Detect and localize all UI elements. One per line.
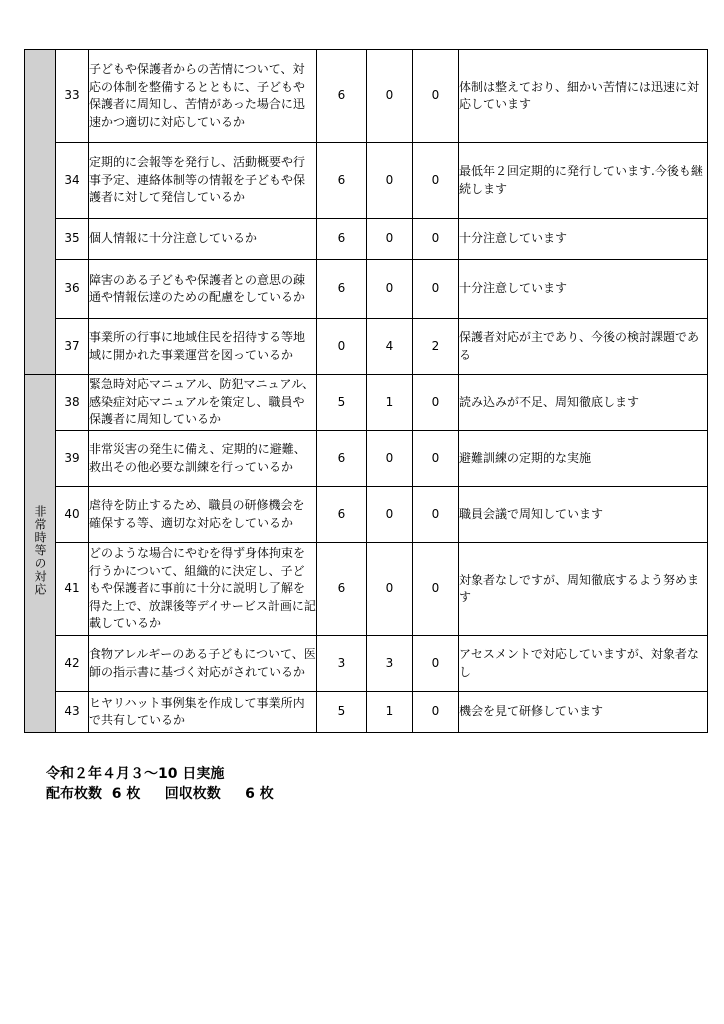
category-cell: [25, 375, 56, 733]
no-count: 0: [413, 50, 459, 143]
comment-text: 避難訓練の定期的な実施: [459, 431, 708, 487]
yes-count: 6: [317, 431, 367, 487]
question-text: どのような場合にやむを得ず身体拘束を行うかについて、組織的に決定し、子どもや保護者に事前に十分に説明し了解を得た上で、放課後等デイサービス計画に記載しているか: [89, 543, 317, 636]
question-text: ヒヤリハット事例集を作成して事業所内で共有しているか: [89, 692, 317, 733]
comment-text: 体制は整えており、細かい苦情には迅速に対応しています: [459, 50, 708, 143]
question-text: 定期的に会報等を発行し、活動概要や行事予定、連絡体制等の情報を子どもや保護者に対して発信しているか: [89, 143, 317, 219]
neither-count: 1: [367, 692, 413, 733]
question-text: 虐待を防止するため、職員の研修機会を確保する等、適切な対応をしているか: [89, 487, 317, 543]
item-number: 36: [56, 260, 89, 319]
no-count: 0: [413, 636, 459, 692]
item-number: 41: [56, 543, 89, 636]
table-row: [25, 219, 708, 260]
table-row: [25, 487, 708, 543]
yes-count: 5: [317, 375, 367, 431]
neither-count: 0: [367, 431, 413, 487]
table-row: [25, 636, 708, 692]
item-number: 33: [56, 50, 89, 143]
yes-count: 0: [317, 319, 367, 375]
neither-count: 0: [367, 487, 413, 543]
category-label: 非常時等の対応: [33, 505, 47, 597]
neither-count: 4: [367, 319, 413, 375]
yes-count: 6: [317, 487, 367, 543]
distribution-count-line: 配布枚数 6 枚 回収枚数 6 枚: [46, 786, 274, 802]
yes-count: 6: [317, 219, 367, 260]
neither-count: 0: [367, 219, 413, 260]
item-number: 42: [56, 636, 89, 692]
item-number: 38: [56, 375, 89, 431]
question-text: 緊急時対応マニュアル、防犯マニュアル、感染症対応マニュアルを策定し、職員や保護者に周知しているか: [89, 375, 317, 431]
item-number: 43: [56, 692, 89, 733]
no-count: 0: [413, 143, 459, 219]
table-row: [25, 692, 708, 733]
table-row: [25, 319, 708, 375]
comment-text: 十分注意しています: [459, 219, 708, 260]
table-row: [25, 543, 708, 636]
item-number: 37: [56, 319, 89, 375]
comment-text: アセスメントで対応していますが、対象者なし: [459, 636, 708, 692]
question-text: 個人情報に十分注意しているか: [89, 219, 317, 260]
item-number: 40: [56, 487, 89, 543]
question-text: 非常災害の発生に備え、定期的に避難、救出その他必要な訓練を行っているか: [89, 431, 317, 487]
survey-table: [24, 49, 708, 733]
question-text: 障害のある子どもや保護者との意思の疎通や情報伝達のための配慮をしているか: [89, 260, 317, 319]
yes-count: 3: [317, 636, 367, 692]
question-text: 子どもや保護者からの苦情について、対応の体制を整備するとともに、子どもや保護者に周知し、苦情があった場合に迅速かつ適切に対応しているか: [89, 50, 317, 143]
yes-count: 6: [317, 143, 367, 219]
neither-count: 0: [367, 143, 413, 219]
neither-count: 1: [367, 375, 413, 431]
no-count: 0: [413, 375, 459, 431]
no-count: 0: [413, 487, 459, 543]
yes-count: 6: [317, 50, 367, 143]
table-row: [25, 260, 708, 319]
table-row: [25, 375, 708, 431]
neither-count: 3: [367, 636, 413, 692]
yes-count: 6: [317, 543, 367, 636]
comment-text: 読み込みが不足、周知徹底します: [459, 375, 708, 431]
comment-text: 保護者対応が主であり、今後の検討課題である: [459, 319, 708, 375]
question-text: 食物アレルギーのある子どもについて、医師の指示書に基づく対応がされているか: [89, 636, 317, 692]
question-text: 事業所の行事に地域住民を招待する等地域に開かれた事業運営を図っているか: [89, 319, 317, 375]
table-row: [25, 431, 708, 487]
no-count: 0: [413, 692, 459, 733]
no-count: 0: [413, 219, 459, 260]
item-number: 35: [56, 219, 89, 260]
comment-text: 機会を見て研修しています: [459, 692, 708, 733]
item-number: 34: [56, 143, 89, 219]
comment-text: 職員会議で周知しています: [459, 487, 708, 543]
item-number: 39: [56, 431, 89, 487]
no-count: 2: [413, 319, 459, 375]
comment-text: 最低年２回定期的に発行しています.今後も継続します: [459, 143, 708, 219]
yes-count: 6: [317, 260, 367, 319]
no-count: 0: [413, 543, 459, 636]
comment-text: 対象者なしですが、周知徹底するよう努めます: [459, 543, 708, 636]
neither-count: 0: [367, 260, 413, 319]
no-count: 0: [413, 260, 459, 319]
table-row: [25, 143, 708, 219]
table-row: [25, 50, 708, 143]
neither-count: 0: [367, 50, 413, 143]
category-cell: [25, 50, 56, 375]
no-count: 0: [413, 431, 459, 487]
yes-count: 5: [317, 692, 367, 733]
comment-text: 十分注意しています: [459, 260, 708, 319]
survey-date-line: 令和２年４月３〜10 日実施: [46, 766, 225, 782]
neither-count: 0: [367, 543, 413, 636]
